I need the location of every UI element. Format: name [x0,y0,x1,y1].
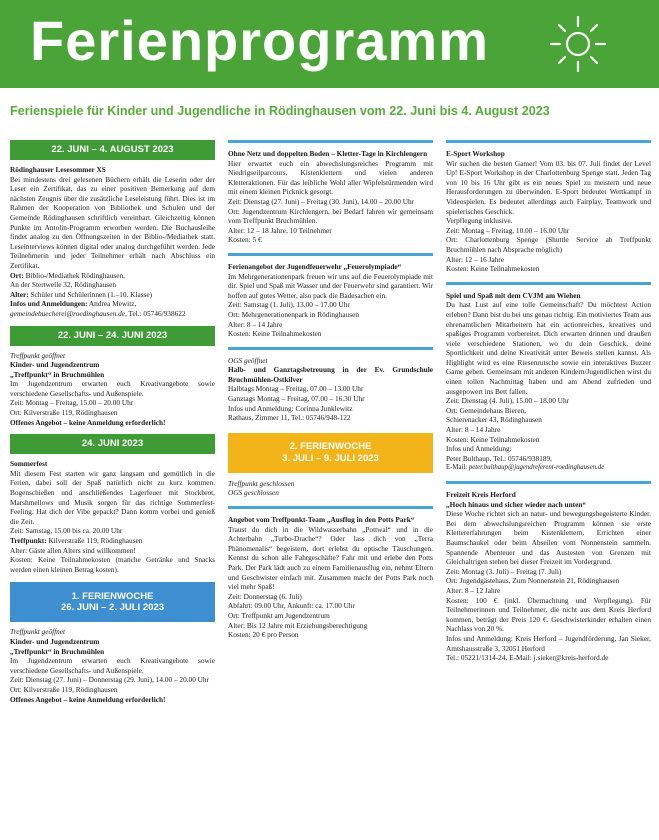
section-title: Halb- und Ganztagsbetreuung in der Ev. Grundschule Bruchmühlen-Ostkilver [228,365,433,384]
departure: Abfahrt: 09.00 Uhr, Ankunft: ca. 17.00 Uhr [228,601,355,611]
divider [228,347,433,350]
status-text: Treffpunkt geöffnet [10,350,66,360]
time: Zeit: Samstag (1. Juli), 13.00 – 17.00 Uhr [228,300,350,310]
location: Ort: Charlottenburg Spenge (Shuttle Service ab Treffpunkt Bruchmühlen nach Absprache möglich) [446,235,651,254]
value: Schüler und Schülerinnen (1.–10. Klasse) [30,289,153,299]
location: Ort: Kilverstraße 119, Rödinghausen [10,408,118,418]
section-body: Mit diesem Fest starten wir ganz langsam und gemütlich in die Ferien, dabei soll der Spaß natürlich nicht zu kurz kommen. Bogenschießen und anschließendes Lagerfeuer mit Stockbrot, Marshmellows und Musik sorgen für das richtige Sommerfest-Feeling. Hat dich der Vibe gepackt? Dann komm vorbei und genieß die Zeit. [10,468,215,526]
time: Zeit: Donnerstag (6. Juli) [228,591,302,601]
location: Ort: Mehrgenerationenpark in Rödinghausen [228,309,359,319]
cost: Kosten: 20 € pro Person [228,630,299,640]
sun-icon [548,14,608,74]
contact: Infos und Anmeldung: Kreis Herford – Jugendförderung, Jan Sieker, Amtshausstraße 3, 32051 Herford [446,633,651,653]
time: Zeit: Montag – Freitag, 15.00 – 20.00 Uhr [10,398,134,408]
status-text: OGS geschlossen [228,488,279,498]
section-body: Diese Woche richtet sich an natur- und bewegungsbegeisterte Kinder. Bei dem abwechslungsreichen Programm können sie erste Klettererfahrungen beim Kistenklettern, Errichten einer Baumschaukel oder beim Abseilen vom Nonnenstein sammeln. Spannende Abenteuer und das Austesten von Grenzen mit Gleichaltrigen stehen bei dieser Freizeit im Vordergrund. [446,509,651,567]
age: Alter: Bis 12 Jahre mit Erziehungsberechtigung [228,620,368,630]
date-header: 24. JUNI 2023 [10,434,215,454]
section-title: Spiel und Spaß mit dem CVJM am Wiehen [446,290,581,300]
address: Schierenacker 43, Rödinghausen [446,415,542,425]
phone: Tel.: 05221/1314-24, E-Mail: j.sieker@kreis-herford.de [446,653,609,663]
cost: Kosten: Keine Teilnahmekosten [446,264,540,274]
column-right [446,140,651,663]
esport-section [446,149,651,274]
divider [228,253,433,256]
column-middle [228,140,433,640]
label: Treffpunkt: [10,536,47,545]
page-subtitle: Ferienspiele für Kinder und Jugendliche in Rödinghausen vom 22. Juni bis 4. August 2023 [10,104,550,118]
location: Ort: Jugendgästehaus, Zum Nonnenstein 21, Rödinghausen [446,576,620,586]
phone: , Tel.: 05746/938622 [124,308,186,318]
label: Infos und Anmeldung: [446,444,512,454]
time: Halbtags Montag – Freitag, 07.00 – 13.00 Uhr [228,384,364,394]
age: Alter: 8 – 14 Jahre [228,319,283,329]
value: Biblio-/Mediathek Rödinghausen, [25,270,125,280]
section-body: Bei mindestens drei gelesenen Büchern erhält die Leserin oder der Leser ein Zertifikat, das zu einer positiven Bemerkung auf dem nächsten Zeugnis über die zusätzliche Leseleistung führt. Dies ist im Rahmen der Kooperation von Bibliothek und Schulen und der Gemeinde Rödinghausen schriftlich vereinbart. Gleichzeitig können Punkte im Antolin-Programm erworben werden. Die Buchausleihe findet analog zu den Öffnungszeiten in der Biblio-/Mediathek statt. Leseinterviews können digital oder analog durchgeführt werden. Jede Teilnehmerin und jeder Teilnehmer erhält nach Abschluss ein Zertifikat. [10,174,215,270]
note: Offenes Angebot – keine Anmeldung erforderlich! [10,694,166,704]
divider [446,481,651,484]
lesesommer-section [10,165,215,319]
section-title: „Treffpunkt“ in Bruchmühlen [10,369,105,379]
value: Andrea Mewitz, [88,299,137,309]
label: E-Mail: [446,464,468,472]
catering: Verpflegung inklusive. [446,216,513,226]
date-header: 22. JUNI – 24. JUNI 2023 [10,326,215,346]
status-text: OGS geöffnet [228,355,268,365]
section-title: Angebot vom Treffpunkt-Team „Ausflug in den Potts Park“ [228,515,415,525]
email-link[interactable]: gemeindebuecherei@roedinghausen.de [10,308,125,318]
label: Alter: [10,289,29,299]
column-left [10,140,215,704]
week-dates: 3. JULI – 9. JULI 2023 [282,452,379,464]
location: Ort: Treffpunkt am Jugendzentrum [228,610,330,620]
location: Ort: Gemeindehaus Bieren, [446,405,527,415]
status-text: Treffpunkt geschlossen [228,478,295,488]
treffpunkt-section [10,351,215,428]
time: Zeit: Dienstag (27. Juni) – Freitag (30. Juni), 14.00 – 20.00 Uhr [228,196,415,206]
age: Alter: 8 – 14 Jahre [446,425,501,435]
age: Alter: 12 – 18 Jahre, 10 Teilnehmer [228,225,332,235]
cost: Kosten: Keine Teilnahmekosten [446,434,540,444]
time: Ganztags Montag – Freitag, 07.00 – 16.30 Uhr [228,394,365,404]
section-title: Sommerfest [10,459,48,469]
value: Kilverstraße 119, Rödinghausen [48,536,143,545]
title-banner [0,0,659,88]
age: Alter: Gäste allen Alters sind willkommen! [10,545,136,555]
address: Rathaus, Zimmer 11, Tel.: 05746/948-122 [228,413,351,423]
section-title: Freizeit Kreis Herford [446,490,516,499]
cvjm-section [446,291,651,473]
section-body: Im Jugendzentrum erwarten euch Kreativangebote sowie verschiedene Gesellschafts- und Außenspiele. [10,379,215,398]
email-link[interactable]: peter.bulthaup@jugendreferent-roedinghausen.de [468,464,605,472]
section-title: Ferienangebot der Jugendfeuerwehr „Feuerolympiade“ [228,261,402,271]
time: Zeit: Samstag, 15.00 bis ca. 20.00 Uhr [10,526,123,536]
section-title: Kinder- und Jugendzentrum [10,360,100,370]
time: Zeit: Dienstag (27. Juni) – Donnerstag (29. Juni), 14.00 – 20.00 Uhr [10,675,210,685]
freizeit-section [446,490,651,663]
divider [446,140,651,143]
section-body: Im Mehrgenerationenpark freuen wir uns auf die Feuerolympiade mit dir. Spiel und Spaß mit Wasser und der Feuerwehr sind garantiert. Wir hoffen auf gutes Wetter, also pack die Badesachen ein. [228,271,433,300]
week-header [10,582,215,622]
date-header: 22. JUNI – 4. AUGUST 2023 [10,140,215,160]
age: Alter: 8 – 12 Jahre [446,585,501,595]
cost: Kosten: Keine Teilnahmekosten [228,329,322,339]
section-title: Kinder- und Jugendzentrum [10,636,100,646]
closed-notes [228,479,433,498]
time: Zeit: Montag (3. Juli) – Freitag (7. Juli) [446,566,562,576]
treffpunkt-section [10,627,215,704]
location: Ort: Kilverstraße 119, Rödinghausen [10,684,118,694]
section-title: „Treffpunkt“ in Bruchmühlen [10,646,105,656]
week-header [228,433,433,473]
week-dates: 26. JUNI – 2. JULI 2023 [61,602,164,614]
week-label: 1. FERIENWOCHE [71,590,154,602]
kletter-section [228,149,433,245]
divider [446,282,651,285]
age: Alter: 12 – 16 Jahre [446,254,504,264]
contact: Peter Bulthaup, Tel.: 05746/938189, [446,453,552,463]
feuerwehr-section [228,262,433,339]
cost: Kosten: 5 € [228,235,262,245]
week-label: 2. FERIENWOCHE [289,440,372,452]
section-body: Im Jugendzentrum erwarten euch Kreativangebote sowie verschiedene Gesellschafts- und Außenspiele. [10,656,215,675]
section-subtitle: „Hoch hinaus und sicher wieder nach unten“ [446,499,587,509]
cost: Kosten: Keine Teilnahmekosten (manche Getränke und Snacks werden einen kleinen Betrag kosten). [10,555,215,574]
sommerfest-section [10,459,215,574]
status-text: Treffpunkt geöffnet [10,627,66,637]
pottspark-section [228,515,433,640]
divider [228,140,433,143]
label: Infos und Anmeldungen: [10,299,88,309]
section-title: Rödinghauser Lesesommer XS [10,165,106,174]
section-body: Hier erwartet euch ein abwechslungsreiches Programm mit Niedrigseilparcours, Kistenklettern und vielen anderen Kletteraktionen. Für das leibliche Wohl aller Wipfelstürmenden wird mit einem kleinen Picknick gesorgt. [228,158,433,197]
cost: Kosten: 100 € (inkl. Übernachtung und Verpflegung). Für Teilnehmerinnen und Teilnehmer, die nicht aus dem Kreis Herford kommen, beträgt der Preis 120 €. Geschwisterkinder erhalten einen Nachlass von 20 %. [446,595,651,634]
section-body: Wir suchen die besten Gamer! Vom 03. bis 07. Juli findet der Level Up! E-Sport Workshop in der Charlottenburg Spenge statt. Jeden Tag von 10 bis 16 Uhr gibt es ein neues Spiel zu meistern und neue Herausforderungen zu überwinden. E-Sport bedeutet Wettkampf in Videospielen. Es bedeutet allerdings auch Fairplay, Teamwork und spielerisches Geschick. [446,158,651,216]
page-title: Ferienprogramm [30,9,489,72]
section-title: Ohne Netz und doppelten Boden – Kletter-Tage in Kirchlengern [228,149,428,158]
address: An der Stertwelle 32, Rödinghausen [10,280,116,290]
divider [228,506,433,509]
time: Zeit: Montag – Freitag, 10.00 – 16.00 Uhr [446,225,570,235]
time: Zeit: Dienstag (4. Juli), 15.00 – 18.00 Uhr [446,396,570,406]
note: Offenes Angebot – keine Anmeldung erforderlich! [10,417,166,427]
contact: Infos und Anmeldung: Corinna Junklewitz [228,403,353,413]
section-body: Du hast Lust auf eine tolle Gemeinschaft? Du möchtest Action erleben? Dann bist du bei uns genau richtig. Ein motiviertes Team aus ehrenamtlichen Mitarbeitern hat ein actionreiches, kreatives und spaßiges Programm vorbereitet. Dich erwarten drinnen und draußen viele verschiedene Stationen, wo du dein Geschick, deine Sportlichkeit und deine Kreativität unter Beweis stellen kannst. Als Highlight wird es eine Riesenrutsche sowie ein interaktives Buzzer Game geben. Gemeinsam mit anderen Kindern/Jugendlichen wirst du einen tollen Nachmittag haben und am Abend zufrieden und ausgepowert ins Bett fallen. [446,300,651,396]
label: Ort: [10,270,24,280]
section-body: Traust du dich in die Wildwasserbahn „Pottwal“ und in die Achterbahn „Turbo-Drache“? Oder lass dich von „Terra Phänomenalis“ begeistern, dort erlebst du optische Täuschungen. Kennst du schon alle Fahrgeschäfte? Fahr mit und erlebe den Potts Park. Der Park lädt auch zu einem Familienausflug ein, nehmt Eltern und Geschwister einfach mit. Zusammen macht der Potts Park noch viel mehr Spaß! [228,524,433,592]
location: Ort: Jugendzentrum Kirchlengern, bei Bedarf fahren wir gemeinsam vom Treffpunkt Bruchmühlen. [228,206,433,226]
ogs-section [228,356,433,423]
section-title: E-Sport Workshop [446,149,505,158]
